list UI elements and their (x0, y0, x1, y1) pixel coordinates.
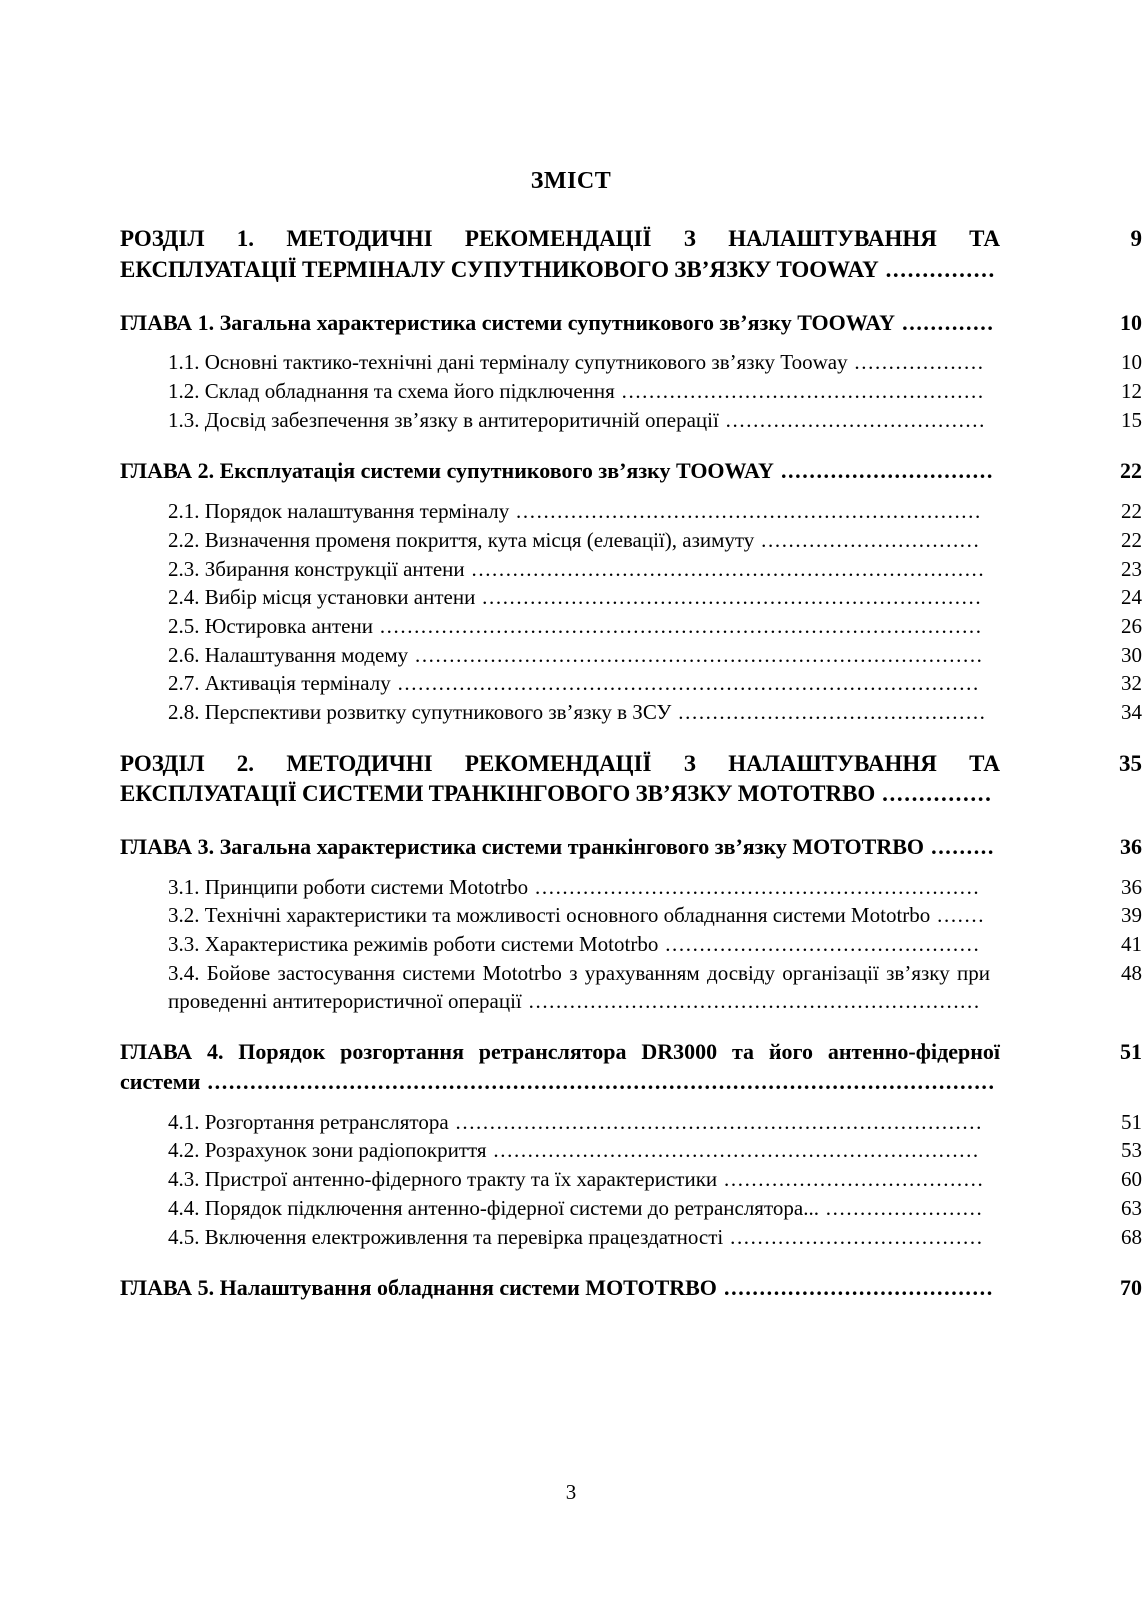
toc-page-number: 30 (1121, 642, 1142, 667)
toc-page-number: 39 (1121, 903, 1142, 928)
toc-entry-section-3-3[interactable] (0, 931, 1142, 959)
toc-entry-section-3-1[interactable] (0, 874, 1142, 902)
toc-entry-label: 3.4. Бойове застосування системи Mototrbo з урахуванням досвіду організації зв’язку при проведенні антитерористичної операції (168, 960, 990, 1013)
toc-entry-section-4-5[interactable] (0, 1224, 1142, 1252)
toc-page-number: 35 (1119, 750, 1142, 776)
toc-page-number: 34 (1121, 700, 1142, 725)
toc-page-number: 68 (1121, 1224, 1142, 1249)
toc-page-number: 48 (1121, 960, 1142, 985)
toc-entry-label: 2.2. Визначення променя покриття, кута місця (елевації), азимуту (168, 527, 755, 552)
toc-entry-section-4-2[interactable] (0, 1137, 1142, 1165)
toc-page-number: 36 (1120, 833, 1142, 859)
toc-leader-dots: ....... (930, 903, 986, 928)
toc-leader-dots: .................................................................... (509, 499, 982, 524)
toc-entry-label: 3.1. Принципи роботи системи Mototrbo (168, 874, 529, 899)
toc-entry-section-1-2[interactable] (0, 378, 1142, 406)
toc-entry-chapter-3[interactable] (0, 832, 1142, 862)
toc-leader-dots: ................... (847, 350, 985, 375)
toc-entry-label: 2.3. Збирання конструкції антени (168, 556, 465, 581)
toc-entry-section-2-4[interactable] (0, 584, 1142, 612)
toc-leader-dots: ................................ (754, 527, 981, 552)
toc-entry-section-3-4[interactable] (0, 960, 1142, 1015)
toc-page-number: 22 (1120, 458, 1142, 484)
toc-leader-dots: ............. (895, 309, 995, 335)
toc-page-number: 51 (1120, 1039, 1142, 1065)
toc-page-number: 70 (1120, 1275, 1142, 1301)
toc-entry-label: 4.1. Розгортання ретранслятора (168, 1109, 449, 1134)
toc-page-number: 24 (1121, 585, 1142, 610)
toc-entry-section-1-1[interactable] (0, 349, 1142, 377)
toc-page-number: 10 (1120, 309, 1142, 335)
toc-entry-label: ГЛАВА 2. Експлуатація системи супутникового зв’язку TOOWAY (120, 458, 774, 484)
toc-page-number: 26 (1121, 613, 1142, 638)
table-of-contents (0, 224, 1142, 1303)
toc-leader-dots: ............................................. (671, 700, 987, 725)
toc-entry-label: 1.2. Склад обладнання та схема його підключення (168, 378, 615, 403)
toc-entry-part-1[interactable] (0, 224, 1142, 285)
toc-page-number: 53 (1121, 1138, 1142, 1163)
toc-page-number: 60 (1121, 1167, 1142, 1192)
toc-entry-section-4-1[interactable] (0, 1109, 1142, 1137)
toc-page-number: 32 (1121, 671, 1142, 696)
toc-entry-section-2-8[interactable] (0, 699, 1142, 727)
toc-page-number: 23 (1121, 556, 1142, 581)
page-title: ЗМІСТ (530, 168, 612, 194)
toc-leader-dots: .................................................................. (521, 988, 981, 1013)
toc-entry-chapter-1[interactable] (0, 308, 1142, 338)
toc-entry-label: 2.8. Перспективи розвитку супутникового зв’язку в ЗСУ (168, 700, 672, 725)
toc-leader-dots: ...................................... (717, 1167, 985, 1192)
toc-page-number: 22 (1121, 527, 1142, 552)
toc-leader-dots: ................................................................. (528, 874, 981, 899)
toc-entry-label: 2.4. Вибір місця установки антени (168, 585, 476, 610)
toc-entry-section-2-1[interactable] (0, 498, 1142, 526)
toc-entry-label: 1.1. Основні тактико-технічні дані терміналу супутникового зв’язку Tooway (168, 350, 848, 375)
toc-leader-dots: ..................................... (723, 1224, 984, 1249)
toc-entry-label: 4.5. Включення електроживлення та перевірка працездатності (168, 1224, 724, 1249)
toc-entry-chapter-2[interactable] (0, 456, 1142, 486)
toc-entry-section-4-3[interactable] (0, 1166, 1142, 1194)
toc-page-number: 15 (1121, 407, 1142, 432)
toc-entry-section-1-3[interactable] (0, 407, 1142, 435)
toc-entry-section-2-5[interactable] (0, 613, 1142, 641)
toc-leader-dots: ........................................................................... (464, 556, 986, 581)
toc-leader-dots: ............................................................................................................... (200, 1068, 996, 1094)
toc-leader-dots: ............... (878, 256, 996, 282)
toc-page-number: 36 (1121, 874, 1142, 899)
toc-page-number: 51 (1121, 1109, 1142, 1134)
toc-entry-section-2-3[interactable] (0, 556, 1142, 584)
toc-entry-label: 1.3. Досвід забезпечення зв’язку в антитероритичній операції (168, 407, 719, 432)
toc-leader-dots: ............................................................................. (448, 1109, 983, 1134)
toc-leader-dots: ...................................... (716, 1275, 994, 1301)
toc-page-number: 9 (1130, 226, 1142, 252)
toc-entry-section-2-7[interactable] (0, 670, 1142, 698)
toc-entry-label: РОЗДІЛ 2. МЕТОДИЧНІ РЕКОМЕНДАЦІЇ З НАЛАШТУВАННЯ ТА ЕКСПЛУАТАЦІЇ СИСТЕМИ ТРАНКІНГОВОГО ЗВ’ЯЗКУ MOTOTRBO (120, 750, 1000, 807)
toc-entry-section-3-2[interactable] (0, 902, 1142, 930)
toc-entry-label: РОЗДІЛ 1. МЕТОДИЧНІ РЕКОМЕНДАЦІЇ З НАЛАШТУВАННЯ ТА ЕКСПЛУАТАЦІЇ ТЕРМІНАЛУ СУПУТНИКОВОГО ЗВ’ЯЗКУ TOOWAY (120, 226, 1000, 282)
toc-leader-dots: ....................... (818, 1195, 984, 1220)
toc-entry-label: 2.7. Активація терміналу (168, 671, 391, 696)
toc-entry-label: ГЛАВА 1. Загальна характеристика системи супутникового зв’язку TOOWAY (120, 309, 896, 335)
footer-page-number: 3 (565, 1480, 577, 1504)
toc-leader-dots: ..................................................... (614, 378, 985, 403)
toc-entry-label: 2.1. Порядок налаштування терміналу (168, 499, 510, 524)
toc-page-number: 22 (1121, 499, 1142, 524)
toc-leader-dots: .............................. (773, 458, 994, 484)
toc-leader-dots: .............................................. (658, 932, 981, 957)
toc-leader-dots: ......... (924, 833, 995, 859)
toc-entry-section-2-6[interactable] (0, 642, 1142, 670)
toc-leader-dots: ............... (875, 781, 993, 807)
toc-entry-label: 3.3. Характеристика режимів роботи системи Mototrbo (168, 932, 659, 957)
toc-entry-part-2[interactable] (0, 749, 1142, 810)
toc-leader-dots: ....................................................................... (486, 1138, 980, 1163)
toc-leader-dots: ...................................... (718, 407, 986, 432)
toc-entry-label: 4.3. Пристрої антенно-фідерного тракту та їх характеристики (168, 1167, 718, 1192)
toc-entry-label: 4.4. Порядок підключення антенно-фідерної системи до ретранслятора... (168, 1195, 819, 1220)
toc-entry-label: ГЛАВА 4. Порядок розгортання ретранслятора DR3000 та його антенно-фідерної системи (120, 1039, 1000, 1094)
toc-leader-dots: ................................................................................... (408, 642, 984, 667)
toc-page-number: 12 (1121, 378, 1142, 403)
toc-page-number: 63 (1121, 1195, 1142, 1220)
toc-entry-label: ГЛАВА 5. Налаштування обладнання системи MOTOTRBO (120, 1275, 717, 1301)
toc-entry-label: ГЛАВА 3. Загальна характеристика системи транкінгового зв’язку MOTOTRBO (120, 833, 924, 859)
toc-entry-label: 4.2. Розрахунок зони радіопокриття (168, 1138, 487, 1163)
toc-leader-dots: ..................................................................................... (390, 671, 980, 696)
toc-page-number: 10 (1121, 350, 1142, 375)
toc-entry-chapter-5[interactable] (0, 1273, 1142, 1303)
toc-entry-section-4-4[interactable] (0, 1195, 1142, 1223)
toc-entry-label: 3.2. Технічні характеристики та можливості основного обладнання системи Mototrbo (168, 903, 931, 928)
toc-leader-dots: ........................................................................................ (372, 613, 983, 638)
toc-entry-label: 2.5. Юстировка антени (168, 613, 373, 638)
toc-page-number: 41 (1121, 932, 1142, 957)
toc-entry-chapter-4[interactable] (0, 1037, 1142, 1096)
toc-entry-section-2-2[interactable] (0, 527, 1142, 555)
toc-entry-label: 2.6. Налаштування модему (168, 642, 409, 667)
toc-leader-dots: ......................................................................... (475, 585, 983, 610)
